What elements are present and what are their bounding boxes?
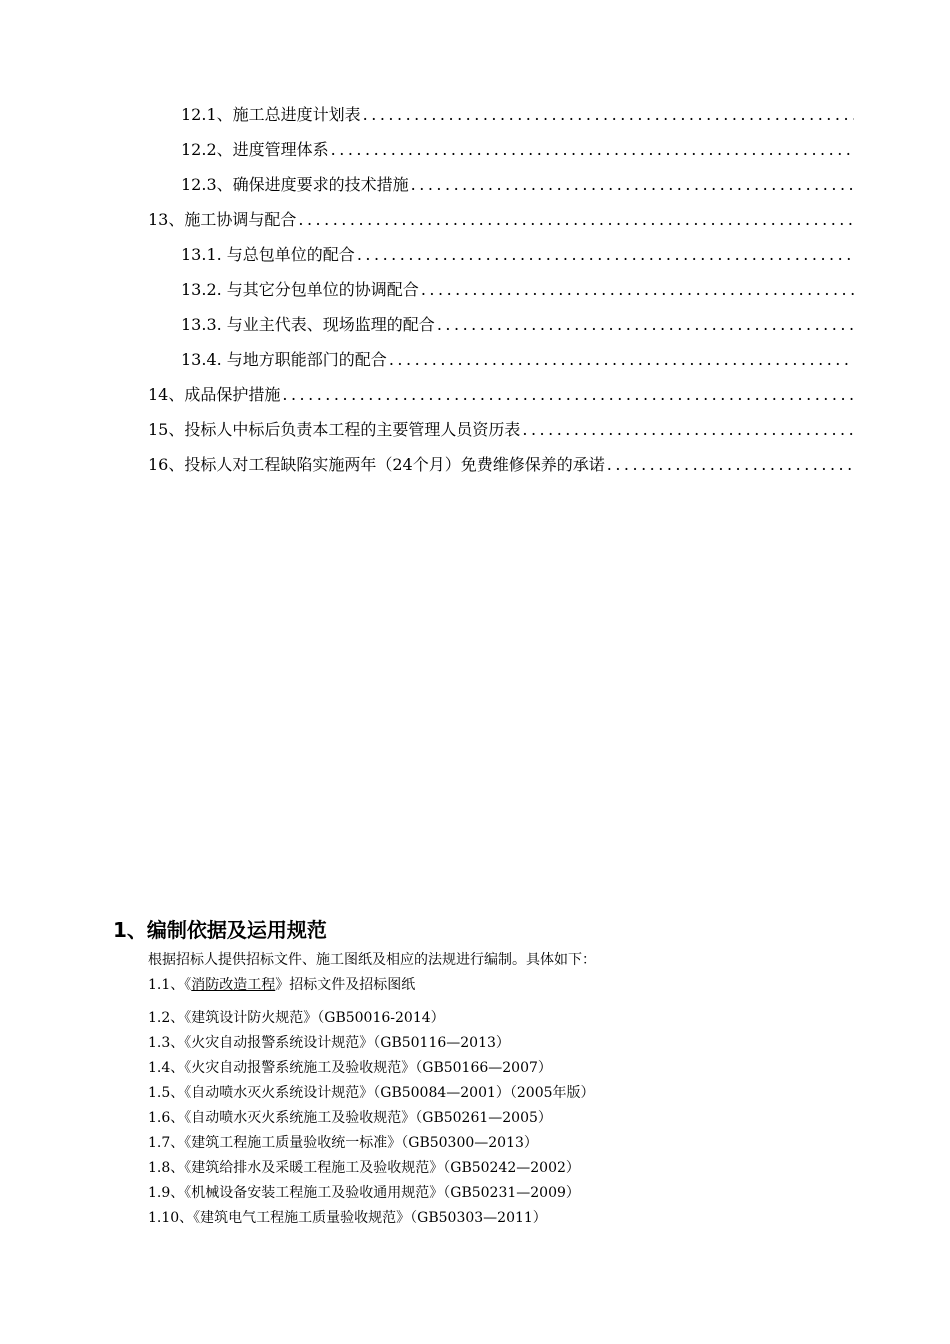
spec-item: 1.9、《机械设备安装工程施工及验收通用规范》（GB50231—2009） [148, 1185, 580, 1201]
project-name-link: 消防改造工程 [191, 977, 276, 993]
toc-entry-12-2[interactable] [181, 139, 854, 161]
toc-entry-text: 14、成品保护措施 [148, 385, 281, 404]
toc-leader-dots [298, 209, 854, 231]
toc-entry-15[interactable] [148, 419, 854, 441]
toc-entry-13[interactable] [148, 209, 854, 231]
toc-entry-14[interactable] [148, 384, 854, 406]
toc-leader-dots [411, 174, 854, 196]
toc-entry-text: 16、投标人对工程缺陷实施两年（24个月）免费维修保养的承诺 [148, 455, 605, 474]
toc-entry-12-1[interactable] [181, 104, 854, 126]
toc-entry-text: 13、施工协调与配合 [148, 210, 297, 229]
toc-leader-dots [607, 454, 854, 476]
toc-entry-text: 13.4. 与地方职能部门的配合 [181, 350, 387, 369]
toc-entry-text: 13.3. 与业主代表、现场监理的配合 [181, 315, 435, 334]
toc-entry-text: 13.2. 与其它分包单位的协调配合 [181, 280, 419, 299]
toc-entry-16[interactable] [148, 454, 854, 476]
section-intro: 根据招标人提供招标文件、施工图纸及相应的法规进行编制。具体如下： [148, 952, 596, 968]
toc-leader-dots [282, 384, 854, 406]
toc-entry-13-2[interactable] [181, 279, 854, 301]
toc-leader-dots [421, 279, 854, 301]
spec-item: 1.5、《自动喷水灭火系统设计规范》（GB50084—2001）（2005年版） [148, 1085, 595, 1101]
toc-entry-13-1[interactable] [181, 244, 854, 266]
spec-item: 1.4、《火灾自动报警系统施工及验收规范》（GB50166—2007） [148, 1060, 552, 1076]
toc-entry-text: 13.1. 与总包单位的配合 [181, 245, 355, 264]
spec-item-prefix: 1.1、《 [148, 977, 192, 993]
toc-leader-dots [331, 139, 854, 161]
spec-item: 1.7、《建筑工程施工质量验收统一标准》（GB50300—2013） [148, 1135, 538, 1151]
spec-item: 1.10、《建筑电气工程施工质量验收规范》（GB50303—2011） [148, 1210, 547, 1226]
toc-leader-dots [437, 314, 854, 336]
spec-item: 1.2、《建筑设计防火规范》（GB50016-2014） [148, 1010, 445, 1026]
toc-leader-dots [357, 244, 854, 266]
toc-entry-text: 12.3、确保进度要求的技术措施 [181, 175, 409, 194]
toc-entry-text: 12.2、进度管理体系 [181, 140, 329, 159]
section-heading: 1、编制依据及运用规范 [113, 918, 327, 942]
toc-entry-text: 15、投标人中标后负责本工程的主要管理人员资历表 [148, 420, 521, 439]
spec-item: 1.3、《火灾自动报警系统设计规范》（GB50116—2013） [148, 1035, 510, 1051]
spec-item [148, 975, 415, 995]
toc-entry-13-4[interactable] [181, 349, 854, 371]
toc-entry-text: 12.1、施工总进度计划表 [181, 105, 361, 124]
spec-item: 1.6、《自动喷水灭火系统施工及验收规范》（GB50261—2005） [148, 1110, 552, 1126]
spec-item-suffix: 》招标文件及招标图纸 [275, 977, 416, 993]
toc-leader-dots [389, 349, 854, 371]
toc-leader-dots [363, 104, 854, 126]
spec-item: 1.8、《建筑给排水及采暖工程施工及验收规范》（GB50242—2002） [148, 1160, 580, 1176]
toc-leader-dots [522, 419, 854, 441]
toc-entry-13-3[interactable] [181, 314, 854, 336]
toc-entry-12-3[interactable] [181, 174, 854, 196]
